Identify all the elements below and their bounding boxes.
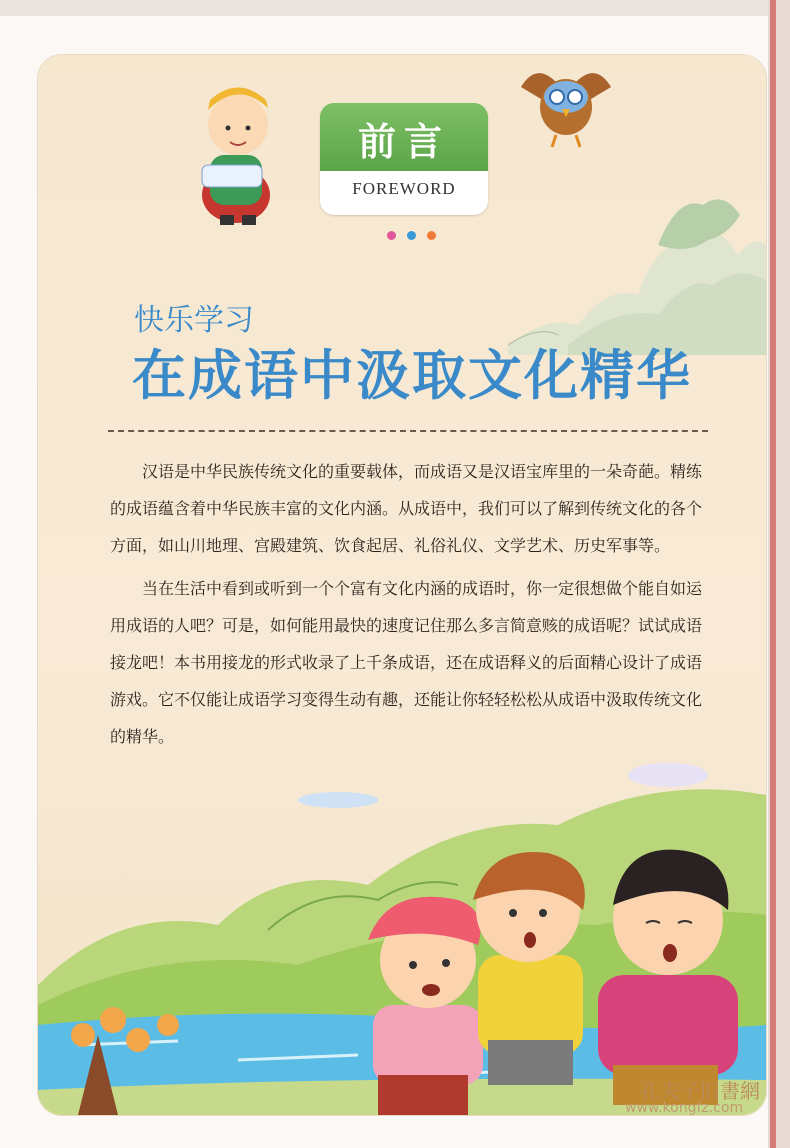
flying-owl-illustration — [516, 57, 616, 152]
foreword-card — [38, 55, 766, 1115]
watermark-text: 孔夫子旧書網 — [640, 1079, 760, 1103]
children-by-river-illustration — [38, 735, 766, 1115]
pink-dot — [387, 231, 396, 240]
foreword-title-box — [320, 103, 488, 215]
foreword-body — [110, 453, 710, 755]
watermark-url: www.kongfz.com — [625, 1100, 744, 1116]
title-chinese: 前言 — [357, 119, 450, 164]
title-english: FOREWORD — [352, 179, 456, 198]
heading-title: 在成语中汲取文化精华 — [132, 344, 692, 407]
orange-dot — [427, 231, 436, 240]
heading-subtitle: 快乐学习 — [134, 303, 254, 338]
page-edge-binding — [770, 0, 776, 1148]
body-paragraph-1: 汉语是中华民族传统文化的重要载体，而成语又是汉语宝库里的一朵奇葩。精练的成语蕴含着中华民族丰富的文化内涵。从成语中，我们可以了解到传统文化的各个方面，如山川地理、宫殿建筑、饮食起居、礼俗礼仪、文学艺术、历史军事等。 — [110, 462, 703, 555]
boy-with-scroll-illustration — [188, 80, 288, 230]
dashed-divider — [108, 430, 708, 432]
mountain-landscape-illustration — [508, 175, 766, 355]
decorative-dots — [384, 225, 439, 244]
page-edge-top — [0, 0, 790, 16]
blue-dot — [407, 231, 416, 240]
body-paragraph-2: 当在生活中看到或听到一个个富有文化内涵的成语时，你一定很想做个能自如运用成语的人吧？可是，如何能用最快的速度记住那么多言简意赅的成语呢？试试成语接龙吧！本书用接龙的形式收录了上千条成语，还在成语释义的后面精心设计了成语游戏。它不仅能让成语学习变得生动有趣，还能让你轻轻松松从成语中汲取传统文化的精华。 — [110, 579, 703, 746]
